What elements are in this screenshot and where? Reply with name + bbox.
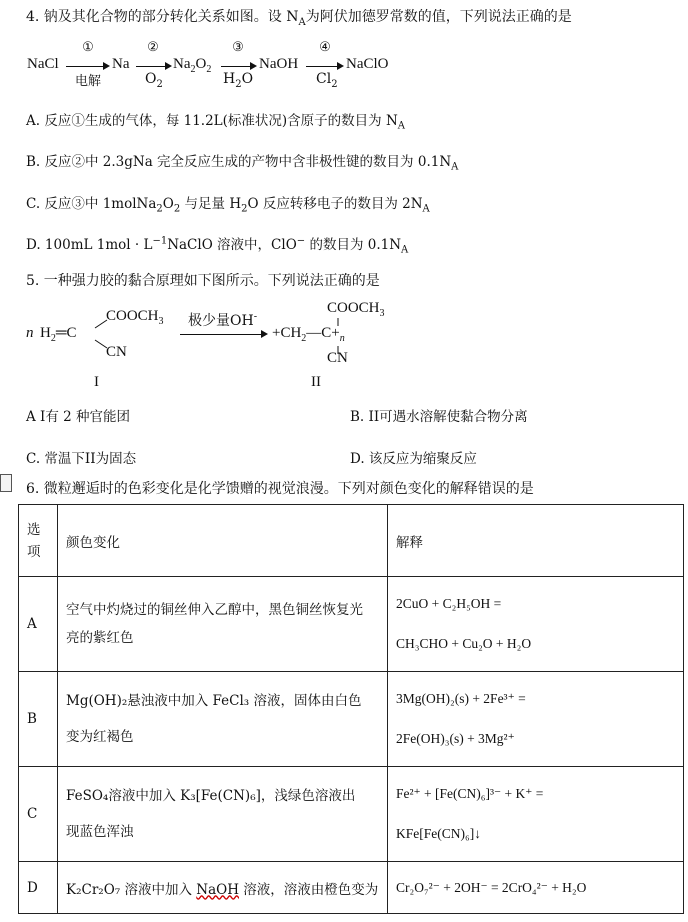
step-1: ① <box>82 40 94 55</box>
arrow-1 <box>66 66 108 67</box>
q5-option-a: A I有 2 种官能团 <box>26 409 131 425</box>
header-change: 颜色变化 <box>58 505 388 577</box>
condition-4: $Cl_2$ <box>316 71 338 90</box>
row-explanation: Fe²⁺ + [Fe(CN)₆]³⁻ + K⁺ = KFe[Fe(CN)₆]↓ <box>388 767 684 862</box>
species-nacl: NaCl <box>27 56 59 72</box>
q4-option-d: D. 100mL $1mol \cdot L^{-1}NaClO$ 溶液中，ClO− 的数目为 $0.1N_A$ <box>26 235 409 256</box>
reactant-n: n <box>26 325 34 341</box>
reactant-cn: CN <box>106 344 127 360</box>
q4-option-c: C. 反应③中 $1molNa_2O_2$ 与足量 $H_2O$ 反应转移电子的数目为 $2N_A$ <box>26 196 430 215</box>
label-i: I <box>94 374 99 390</box>
row-label: A <box>19 577 58 672</box>
step-4: ④ <box>319 40 331 55</box>
arrow-4 <box>306 66 342 67</box>
condition-2: $O_2$ <box>145 71 163 90</box>
species-naoh: NaOH <box>259 56 299 72</box>
q4-option-b: B. 反应②中 2.3gNa 完全反应生成的产物中含非极性键的数目为 $0.1N_A$ <box>26 154 459 173</box>
row-label: B <box>19 672 58 767</box>
condition-3: $H_2O$ <box>223 71 254 90</box>
q4-stem: 4. 钠及其化合物的部分转化关系如图。设 $N_A$为阿伏加德罗常数的值，下列说法正确的是 <box>26 9 572 28</box>
row-explanation: 3Mg(OH)₂(s) + 2Fe³⁺ = 2Fe(OH)₃(s) + 3Mg²⁺ <box>388 672 684 767</box>
table-row <box>19 672 684 767</box>
table-row <box>19 862 684 914</box>
step-3: ③ <box>232 40 244 55</box>
condition-1: 电解 <box>74 74 101 89</box>
q5-option-d: D. 该反应为缩聚反应 <box>350 451 477 467</box>
row-change: FeSO₄溶液中加入 K₃[Fe(CN)₆]，浅绿色溶液出 现蓝色浑浊 <box>58 767 388 862</box>
product-ester: $COOCH_3$ <box>327 300 385 319</box>
species-na: Na <box>112 56 130 72</box>
table-header-row <box>19 505 684 577</box>
row-change: 空气中灼烧过的铜丝伸入乙醇中，黑色铜丝恢复光 亮的紫红色 <box>58 577 388 672</box>
reactant-formula: $H_2═C$ <box>40 325 77 344</box>
label-ii: II <box>311 374 321 390</box>
species-na2o2: $Na_2O_2$ <box>173 56 212 75</box>
species-naclo: NaClO <box>346 56 389 72</box>
q5-option-c: C. 常温下II为固态 <box>26 451 137 467</box>
q5-condition: 极少量OH- <box>188 311 258 329</box>
row-change: K₂Cr₂O₇ 溶液中加入 NaOH 溶液，溶液由橙色变为 <box>58 862 388 914</box>
reactant-ester: $COOCH_3$ <box>106 308 164 327</box>
q6-table <box>18 504 684 914</box>
q6-stem: 6. 微粒邂逅时的色彩变化是化学馈赠的视觉浪漫。下列对颜色变化的解释错误的是 <box>26 481 534 497</box>
arrow-2 <box>136 66 170 67</box>
header-option: 选 项 <box>19 505 58 577</box>
row-label: C <box>19 767 58 862</box>
row-explanation: 2CuO + C₂H₅OH = CH₃CHO + Cu₂O + H₂O <box>388 577 684 672</box>
step-2: ② <box>147 40 159 55</box>
product-chain: $+CH_2—C+_n$ <box>272 325 345 344</box>
arrow-3 <box>221 66 255 67</box>
row-explanation: Cr₂O₇²⁻ + 2OH⁻ = 2CrO₄²⁻ + H₂O <box>388 862 684 914</box>
q5-option-b: B. II可遇水溶解使黏合物分离 <box>350 409 528 425</box>
row-label: D <box>19 862 58 914</box>
header-explanation: 解释 <box>388 505 684 577</box>
table-row <box>19 767 684 862</box>
product-cn: CN <box>327 350 348 366</box>
q5-stem: 5. 一种强力胶的黏合原理如下图所示。下列说法正确的是 <box>26 273 380 289</box>
outline-marker[interactable] <box>0 474 12 492</box>
q4-option-a: A. 反应①生成的气体，每 11.2L(标准状况)含原子的数目为 $N_A$ <box>26 113 406 132</box>
row-change: Mg(OH)₂悬浊液中加入 FeCl₃ 溶液，固体由白色 变为红褐色 <box>58 672 388 767</box>
q5-arrow <box>180 334 266 335</box>
table-row <box>19 577 684 672</box>
